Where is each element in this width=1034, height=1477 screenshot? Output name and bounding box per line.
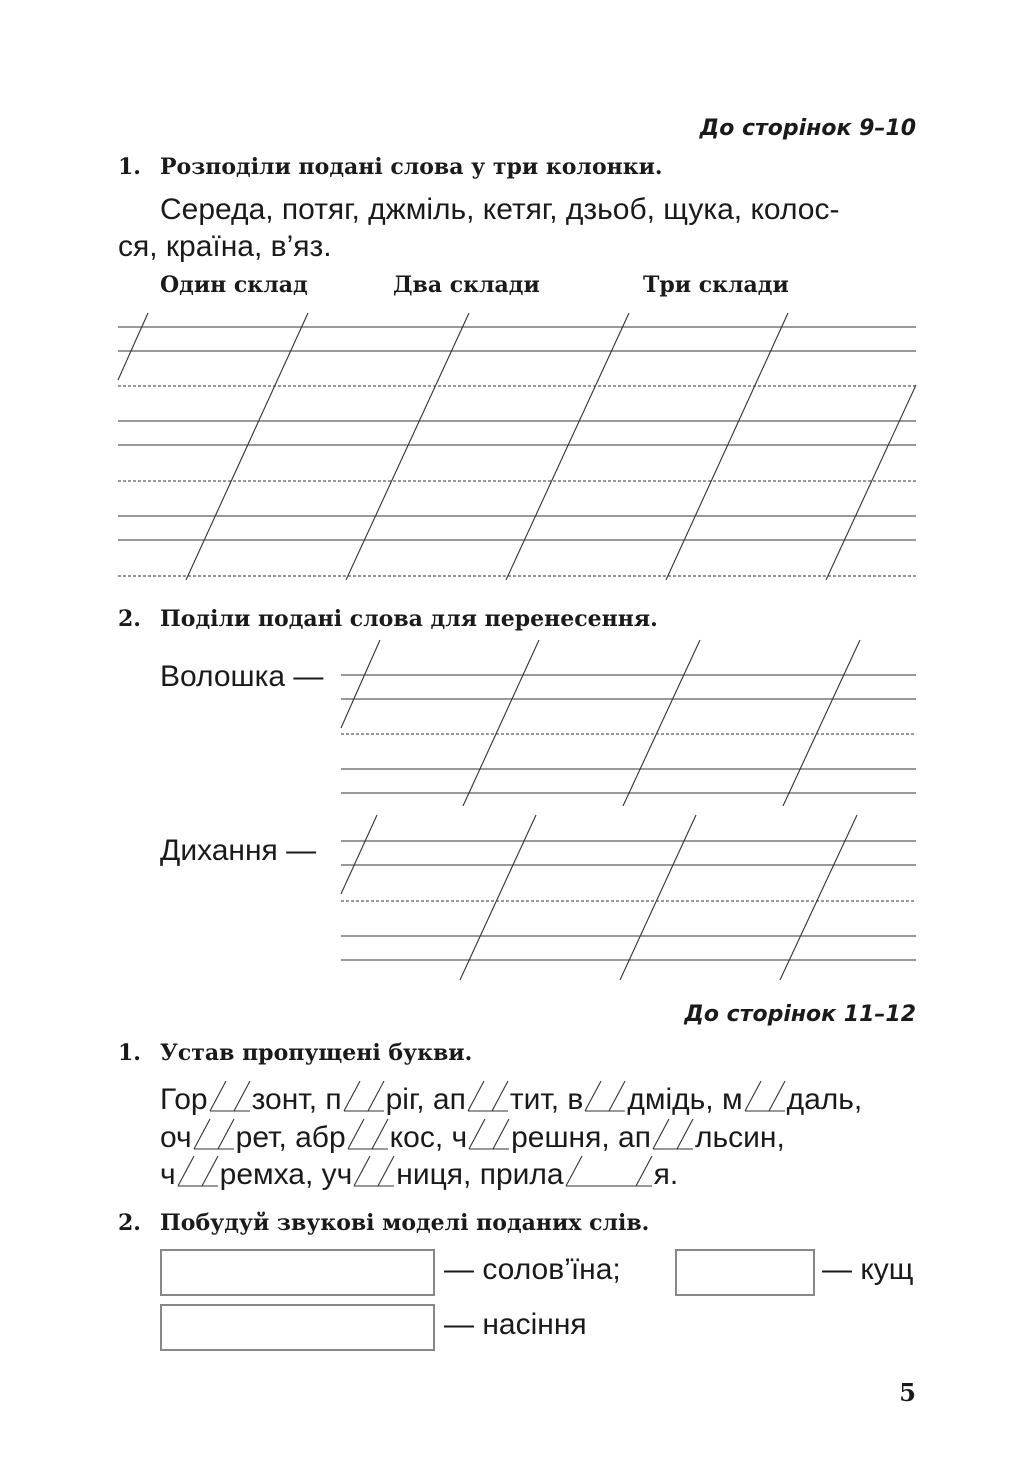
text-fragment: ниця, прила (396, 1158, 564, 1191)
column-header-three-syllables: Три склади (643, 272, 789, 298)
text-fragment: Гор (160, 1083, 208, 1116)
letter-gap[interactable] (208, 1079, 252, 1109)
column-header-two-syllables: Два склади (393, 272, 540, 298)
gapfill-line-1 (160, 1079, 862, 1117)
text-fragment: зонт, п (251, 1083, 342, 1116)
word-voloshka: Волошка — (160, 660, 324, 693)
letter-gap[interactable] (743, 1079, 787, 1109)
word-kushch: — кущ (822, 1253, 914, 1286)
letter-gap[interactable] (342, 1079, 386, 1109)
letter-gap-long[interactable] (564, 1154, 654, 1184)
letter-gap[interactable] (466, 1079, 510, 1109)
text-fragment: ріг, ап (385, 1083, 466, 1116)
sound-model-box-solovina[interactable] (160, 1249, 435, 1296)
text-fragment: ч (160, 1158, 176, 1191)
text-fragment: решня, ап (511, 1121, 651, 1154)
gapfill-line-2 (160, 1117, 785, 1155)
text-fragment: дмідь, м (627, 1083, 743, 1116)
letter-gap[interactable] (583, 1079, 627, 1109)
task-1-heading-part2 (118, 1040, 472, 1066)
task-instruction: Устав пропущені букви. (160, 1040, 473, 1066)
letter-gap[interactable] (651, 1117, 695, 1147)
gapfill-line-3 (160, 1154, 678, 1192)
text-fragment: ремха, уч (219, 1158, 353, 1191)
word-nasinnia: — насіння (444, 1308, 587, 1341)
text-fragment: тит, в (509, 1083, 584, 1116)
page-number: 5 (899, 1378, 916, 1407)
sound-model-box-kushch[interactable] (675, 1249, 815, 1296)
column-header-one-syllable: Один склад (160, 272, 308, 298)
letter-gap[interactable] (192, 1117, 236, 1147)
task-instruction: Розподіли подані слова у три колонки. (160, 154, 663, 180)
task-number: 2. (118, 606, 141, 632)
text-fragment: я. (653, 1158, 679, 1191)
letter-gap[interactable] (467, 1117, 511, 1147)
task-number: 1. (118, 154, 141, 180)
word-list-line-2: ся, країна, в’яз. (118, 230, 332, 263)
letter-gap[interactable] (346, 1117, 390, 1147)
task-2-heading-part2 (118, 1210, 649, 1236)
word-list-line-1: Середа, потяг, джміль, кетяг, дзьоб, щука, колос- (160, 193, 840, 226)
letter-gap[interactable] (352, 1154, 396, 1184)
word-solovina: — солов’їна; (444, 1253, 621, 1286)
text-fragment: кос, ч (389, 1121, 468, 1154)
task-number: 2. (118, 1210, 141, 1236)
word-dykhannia: Дихання — (160, 834, 317, 867)
section-label-11-12: До сторінок 11–12 (684, 1002, 916, 1027)
section-label-9-10: До сторінок 9–10 (699, 116, 916, 141)
text-fragment: оч (160, 1121, 192, 1154)
text-fragment: рет, абр (235, 1121, 346, 1154)
task-number: 1. (118, 1040, 141, 1066)
text-fragment: льсин, (694, 1121, 785, 1154)
sound-model-box-nasinnia[interactable] (160, 1304, 435, 1351)
task-instruction: Побудуй звукові моделі поданих слів. (160, 1210, 650, 1236)
text-fragment: даль, (786, 1083, 863, 1116)
task-instruction: Поділи подані слова для перенесення. (160, 606, 658, 632)
letter-gap[interactable] (176, 1154, 220, 1184)
